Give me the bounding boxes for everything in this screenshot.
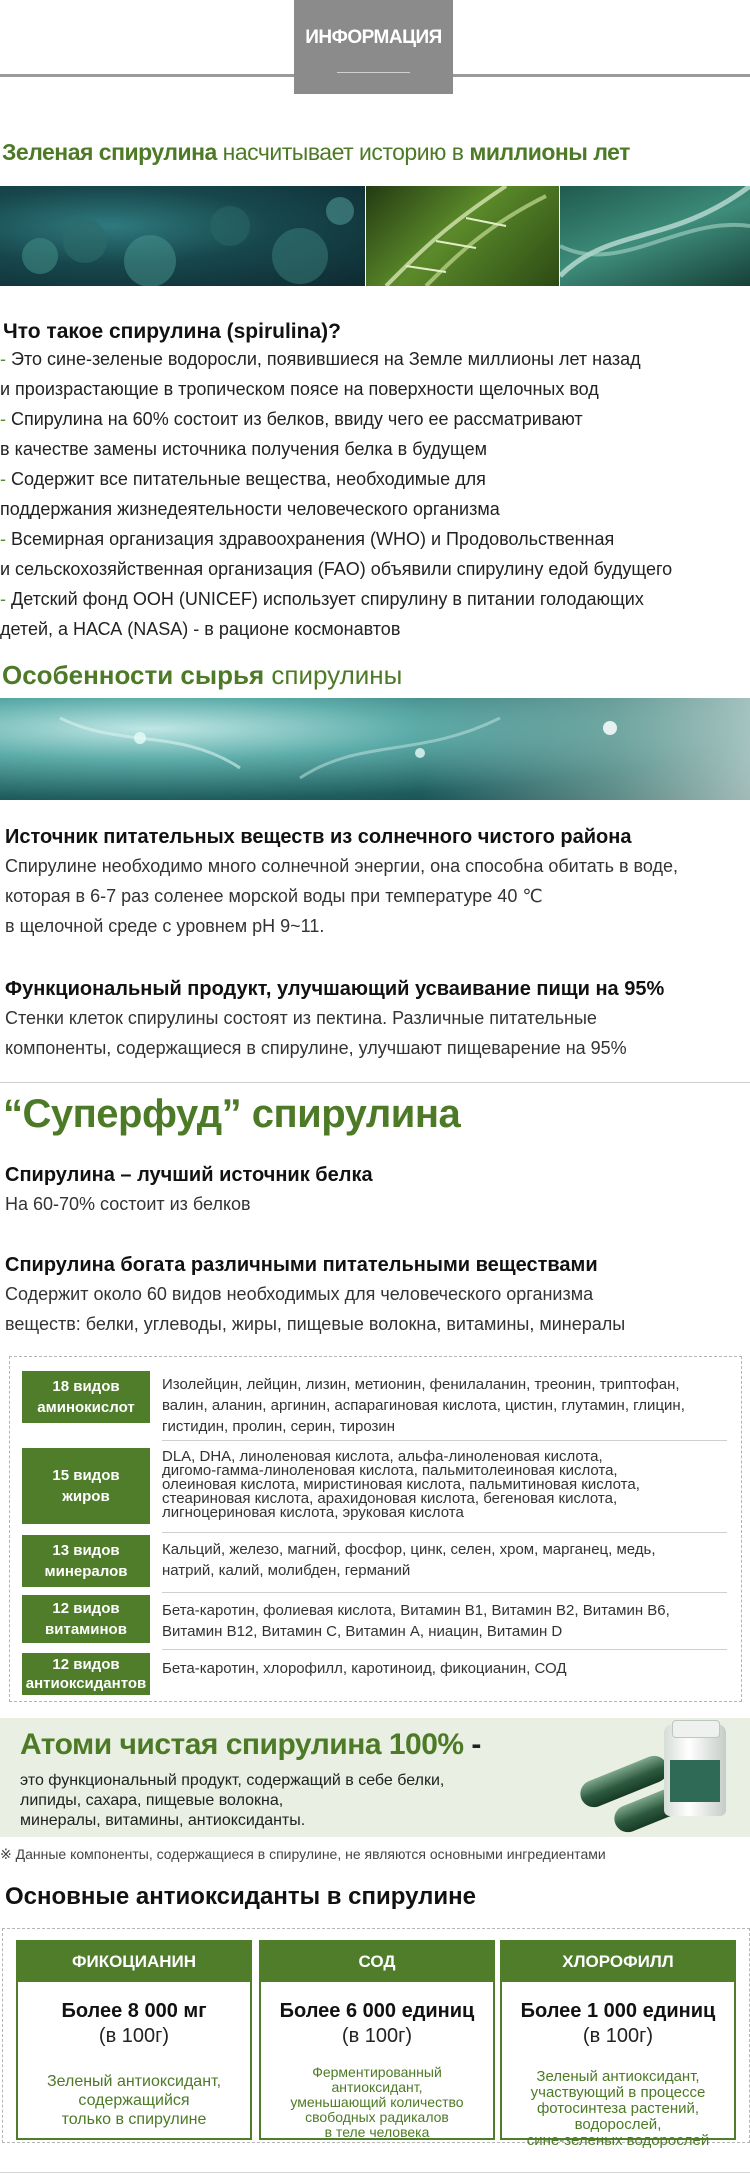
card-description: Ферментированный антиоксидант, уменьшающий количество свободных радикалов в теле человека — [290, 2064, 464, 2140]
protein-section — [5, 1164, 750, 1219]
atomy-title-dash: - — [463, 1728, 481, 1761]
underwater-reef-photo — [0, 186, 365, 286]
card-chlorophyll — [500, 1940, 736, 2149]
history-heading-green: Зеленая спирулина — [2, 139, 217, 165]
clean-region-line: которая в 6-7 раз соленее морской воды при температуре 40 ℃ — [5, 886, 543, 906]
product-bottle-image — [664, 1724, 726, 1816]
spirulina-micro-banner — [0, 698, 750, 800]
digestion-line: компоненты, содержащиеся в спирулине, улучшают пищеварение на 95% — [5, 1038, 627, 1058]
atomy-description — [20, 1771, 444, 1831]
card-header: ХЛОРОФИЛЛ — [502, 1942, 734, 1982]
nutrients-line: Содержит около 60 видов необходимых для человеческого организма — [5, 1284, 594, 1304]
nutrients-line: веществ: белки, углеводы, жиры, пищевые волокна, витамины, минералы — [5, 1314, 626, 1334]
row-value-antioxidants: Бета-каротин, хлорофилл, каротиноид, фикоцианин, СОД — [162, 1660, 567, 1677]
row-label-fats: 15 видов жиров — [22, 1448, 150, 1524]
raw-features-heading-light: спирулины — [264, 660, 403, 690]
row-value-vitamins: Бета-каротин, фолиевая кислота, Витамин В1, Витамин В2, Витамин В6, Витамин В12, Витамин С, Витамин А, ниацин, Витамин D — [162, 1602, 670, 1640]
row-divider — [162, 1440, 727, 1441]
row-value-fats: DLA, DHA, линоленовая кислота, альфа-линоленовая кислота, дигомо-гамма-линоленовая кислота, пальмитолеиновая кислота, олеиновая кислота, миристиновая кислота, пальмитиновая кислота, стеариновая кислота, арахидоновая кислота, бегеновая кислота, лигноцериновая кислота, эруковая кислота — [162, 1448, 640, 1521]
antioxidants-title: Основные антиоксиданты в спирулине — [5, 1883, 476, 1910]
history-banner-image — [0, 186, 750, 286]
history-heading — [2, 139, 630, 166]
info-tab-label: ИНФОРМАЦИЯ — [305, 27, 442, 48]
row-label-amino: 18 видов аминокислот — [22, 1371, 150, 1423]
atomy-description-line: это функциональный продукт, содержащий в себе белки, — [20, 1772, 445, 1789]
info-tab-underline — [337, 72, 410, 73]
card-amount: Более 8 000 мг — [61, 2000, 207, 2022]
history-heading-middle: насчитывает историю в — [216, 139, 470, 165]
history-heading-end: миллионы лет — [469, 139, 630, 165]
card-phycocyanin — [16, 1940, 252, 2140]
bottom-divider — [0, 2172, 750, 2173]
nutrients-section — [5, 1254, 750, 1339]
antioxidants-cards — [2, 1928, 750, 2149]
card-description: Зеленый антиоксидант, содержащийся только в спирулине — [46, 2073, 222, 2128]
what-is-title: Что такое спирулина (spirulina)? — [3, 320, 341, 343]
protein-title: Спирулина – лучший источник белка — [5, 1164, 373, 1186]
list-item: - Содержит все питательные вещества, необходимые для — [0, 469, 486, 489]
card-amount: Более 6 000 единиц — [279, 2000, 475, 2022]
info-tab — [294, 0, 453, 94]
atomy-description-line: липиды, сахара, пищевые волокна, — [20, 1792, 284, 1809]
row-value-amino: Изолейцин, лейцин, лизин, метионин, фенилаланин, треонин, триптофан, валин, аланин, аргинин, аспарагиновая кислота, цистин, глутамин, глицин, гистидин, пролин, серин, тирозин — [162, 1376, 685, 1435]
section-divider — [0, 1082, 750, 1083]
list-item: и сельскохозяйственная организация (FAO) объявили спирулину едой будущего — [0, 559, 673, 579]
atomy-description-line: минералы, витамины, антиоксиданты. — [20, 1812, 306, 1829]
superfood-title: “Суперфуд” спирулина — [3, 1092, 461, 1136]
list-item: поддержания жизнедеятельности человеческого организма — [0, 499, 500, 519]
bottle-label — [670, 1760, 720, 1802]
atomy-title — [20, 1728, 481, 1762]
clean-region-title: Источник питательных веществ из солнечного чистого района — [5, 826, 632, 848]
atomy-product-banner — [0, 1718, 750, 1837]
raw-features-heading-bold: Особенности сырья — [2, 660, 265, 690]
list-item: детей, а НАСА (NASA) - в рационе космонавтов — [0, 619, 401, 639]
card-per: (в 100г) — [341, 2025, 413, 2047]
clean-region-section — [5, 826, 750, 941]
row-divider — [162, 1649, 727, 1650]
digestion-section — [5, 978, 750, 1063]
dna-teal-photo — [560, 186, 750, 286]
clean-region-line: в щелочной среде с уровнем pH 9~11. — [5, 916, 325, 936]
card-description: Зеленый антиоксидант, участвующий в процессе фотосинтеза растений, водорослей, сине-зеленых водорослей — [526, 2068, 710, 2149]
card-header: СОД — [261, 1942, 493, 1982]
card-per: (в 100г) — [582, 2025, 654, 2047]
protein-line: На 60-70% состоит из белков — [5, 1194, 251, 1214]
list-item: - Детский фонд ООН (UNICEF) использует спирулину в питании голодающих — [0, 589, 644, 609]
digestion-title: Функциональный продукт, улучшающий усваивание пищи на 95% — [5, 978, 665, 1000]
atomy-title-text: Атоми чистая спирулина 100% — [20, 1728, 464, 1761]
raw-features-heading — [2, 660, 402, 691]
list-item: и произрастающие в тропическом поясе на поверхности щелочных вод — [0, 379, 599, 399]
row-divider — [162, 1532, 727, 1533]
nutrients-title: Спирулина богата различными питательными веществами — [5, 1254, 598, 1276]
row-label-vitamins: 12 видов витаминов — [22, 1595, 150, 1643]
dna-green-photo — [366, 186, 559, 286]
what-is-list — [0, 344, 750, 644]
list-item: - Это сине-зеленые водоросли, появившиеся на Земле миллионы лет назад — [0, 349, 641, 369]
card-header: ФИКОЦИАНИН — [18, 1942, 250, 1982]
list-item: - Спирулина на 60% состоит из белков, ввиду чего ее рассматривают — [0, 409, 583, 429]
card-sod — [259, 1940, 495, 2140]
nutrients-table — [9, 1356, 742, 1702]
bottle-cap — [672, 1720, 720, 1738]
row-value-minerals: Кальций, железо, магний, фосфор, цинк, селен, хром, марганец, медь, натрий, калий, молибден, германий — [162, 1541, 656, 1579]
row-divider — [162, 1592, 727, 1593]
card-per: (в 100г) — [98, 2025, 170, 2047]
list-item: в качестве замены источника получения белка в будущем — [0, 439, 488, 459]
list-item: - Всемирная организация здравоохранения (WHO) и Продовольственная — [0, 529, 615, 549]
row-label-minerals: 13 видов минералов — [22, 1535, 150, 1587]
footnote: ※ Данные компоненты, содержащиеся в спирулине, не являются основными ингредиентами — [0, 1846, 606, 1862]
row-label-antioxidants: 12 видов антиоксидантов — [22, 1653, 150, 1695]
digestion-line: Стенки клеток спирулины состоят из пектина. Различные питательные — [5, 1008, 597, 1028]
card-amount: Более 1 000 единиц — [520, 2000, 716, 2022]
clean-region-line: Спирулине необходимо много солнечной энергии, она способна обитать в воде, — [5, 856, 679, 876]
